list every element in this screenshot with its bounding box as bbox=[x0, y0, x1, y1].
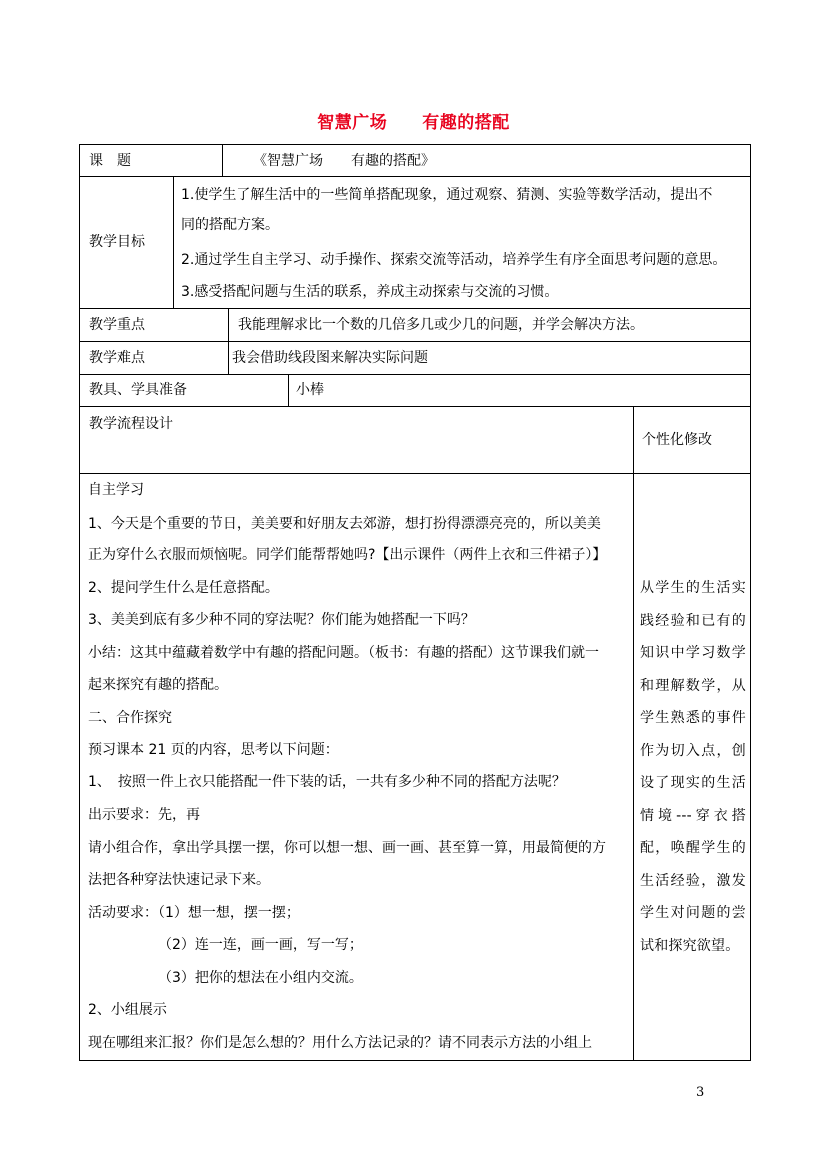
body-line: 2、小组展示 bbox=[88, 1002, 167, 1018]
goals-line: 3.感受搭配问题与生活的联系，养成主动探索与交流的习惯。 bbox=[181, 284, 559, 300]
body-line: 二、合作探究 bbox=[88, 710, 172, 726]
body-line: 出示要求：先，再 bbox=[88, 807, 200, 823]
body-line: 现在哪组来汇报？你们是怎么想的？用什么方法记录的？请不同表示方法的小组上 bbox=[88, 1035, 592, 1051]
body-line: 起来探究有趣的搭配。 bbox=[88, 677, 228, 693]
body-line: 1、 按照一件上衣只能搭配一件下装的话，一共有多少种不同的搭配方法呢？ bbox=[88, 774, 566, 790]
body-line: 请小组合作，拿出学具摆一摆，你可以想一想、画一画、甚至算一算，用最简便的方 bbox=[88, 840, 606, 856]
body-line: 自主学习 bbox=[88, 482, 144, 498]
materials-value: 小棒 bbox=[296, 382, 324, 398]
topic-value: 《智慧广场 有趣的搭配》 bbox=[253, 153, 435, 169]
goals-line: 1.使学生了解生活中的一些简单搭配现象，通过观察、猜测、实验等数学活动，提出不 bbox=[181, 187, 713, 203]
goals-label: 教学目标 bbox=[89, 234, 145, 250]
key-points-label: 教学重点 bbox=[89, 317, 145, 333]
side-note: 从学生的生活实践经验和已有的知识中学习数学和理解数学，从学生熟悉的事件作为切入点，创设了现实的生活情境---穿衣搭配，唤醒学生的生活经验，激发学生对问题的尝试和探究欲望。 bbox=[640, 580, 746, 954]
difficulties-label: 教学难点 bbox=[89, 350, 145, 366]
materials-label: 教具、学具准备 bbox=[89, 382, 187, 398]
body-line: 小结：这其中蕴藏着数学中有趣的搭配问题。（板书：有趣的搭配）这节课我们就一 bbox=[88, 645, 599, 661]
goals-line: 同的搭配方案。 bbox=[181, 217, 279, 233]
flow-label: 教学流程设计 bbox=[89, 416, 173, 432]
body-line: 1、今天是个重要的节日，美美要和好朋友去郊游，想打扮得漂漂亮亮的，所以美美 bbox=[88, 516, 601, 532]
topic-label: 课 题 bbox=[89, 153, 131, 169]
difficulties-value: 我会借助线段图来解决实际问题 bbox=[232, 350, 428, 366]
body-line: 预习课本 21 页的内容，思考以下问题： bbox=[88, 742, 339, 758]
page-title: 智慧广场 有趣的搭配 bbox=[317, 113, 510, 133]
body-line: （2）连一连，画一画，写一写； bbox=[158, 937, 363, 953]
goals-line: 2.通过学生自主学习、动手操作、探索交流等活动，培养学生有序全面思考问题的意思。 bbox=[181, 252, 727, 268]
modify-label: 个性化修改 bbox=[642, 432, 712, 448]
body-line: 正为穿什么衣服而烦恼呢。同学们能帮帮她吗?【出示课件（两件上衣和三件裙子）】 bbox=[88, 547, 607, 563]
body-line: 法把各种穿法快速记录下来。 bbox=[88, 872, 270, 888]
body-line: （3）把你的想法在小组内交流。 bbox=[158, 970, 363, 986]
body-line: 2、提问学生什么是任意搭配。 bbox=[88, 580, 279, 596]
body-line: 活动要求：（1）想一想，摆一摆； bbox=[88, 905, 300, 921]
page-number: 3 bbox=[696, 1085, 705, 1100]
body-line: 3、美美到底有多少种不同的穿法呢？你们能为她搭配一下吗？ bbox=[88, 612, 475, 628]
key-points-value: 我能理解求比一个数的几倍多几或少几的问题，并学会解决方法。 bbox=[238, 317, 644, 333]
